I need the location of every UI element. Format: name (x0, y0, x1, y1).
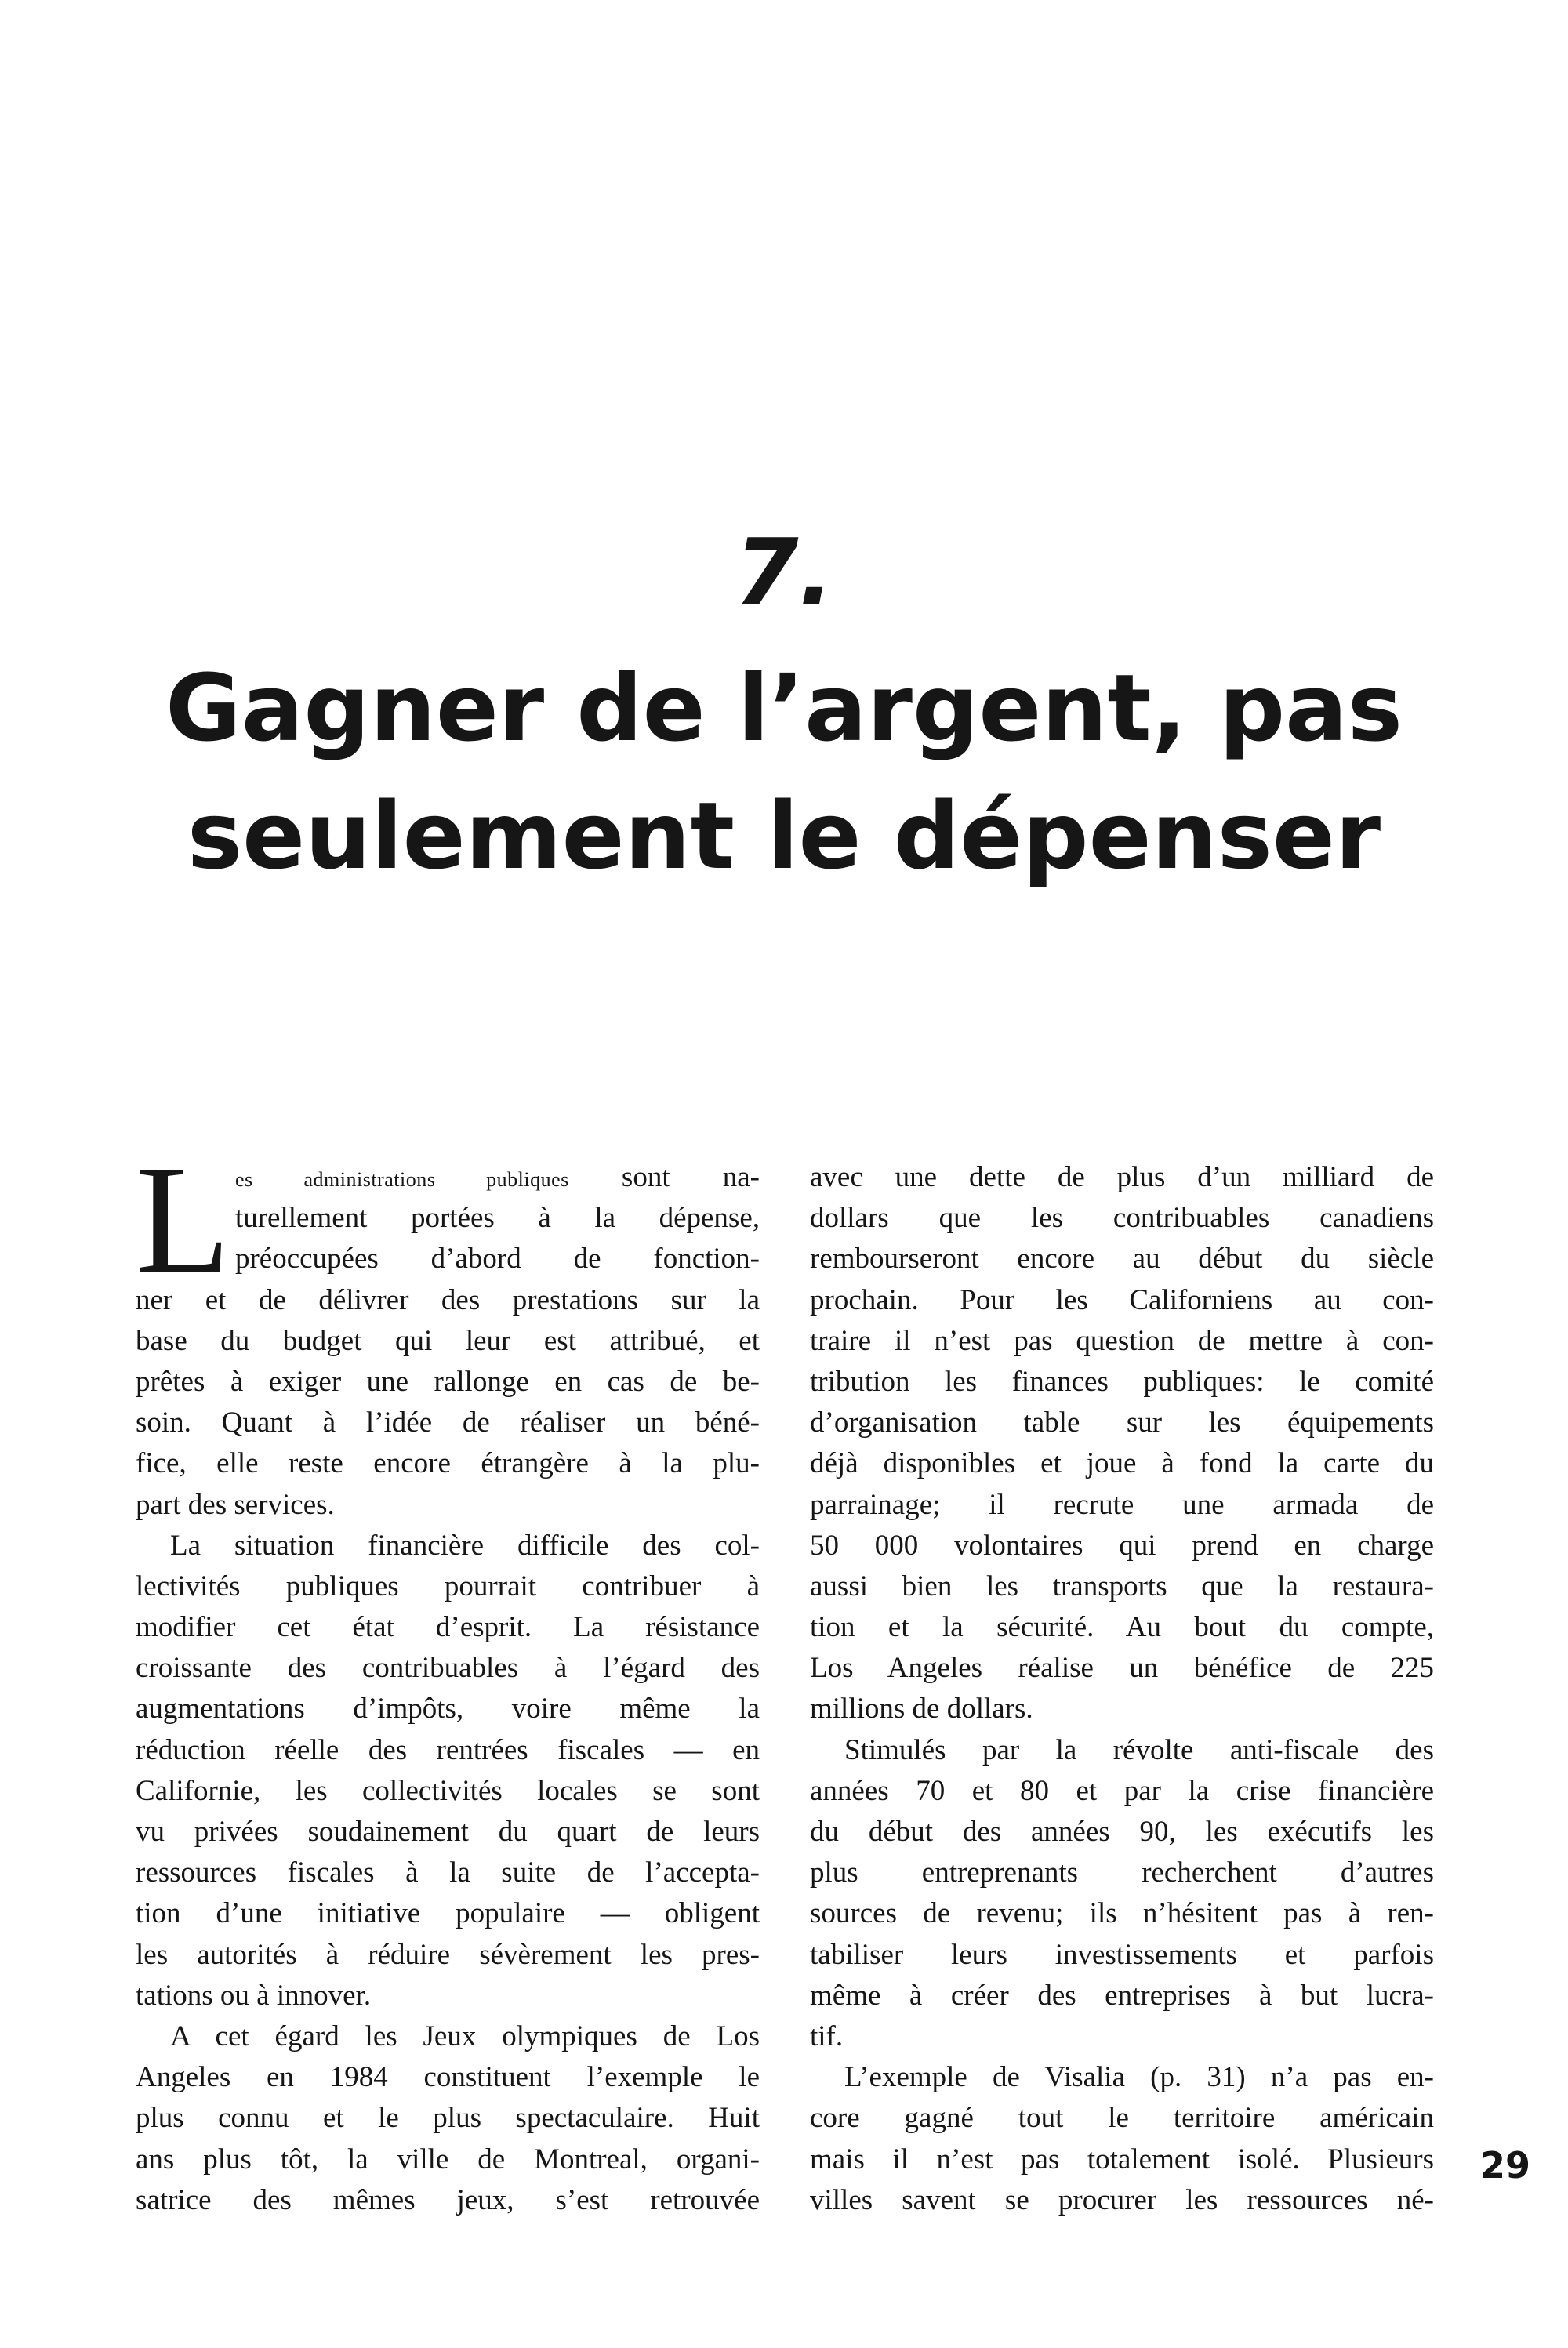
paragraph-line: aussi bien les transports que la restaura- (810, 1570, 1434, 1602)
paragraph-line: vu privées soudainement du quart de leurs (136, 1816, 760, 1848)
paragraph-line: plus entreprenants recherchent d’autres (810, 1856, 1434, 1889)
paragraph-line: villes savent se procurer les ressources né- (810, 2183, 1434, 2216)
paragraph-line: sources de revenu; ils n’hésitent pas à ren- (810, 1897, 1434, 1930)
paragraph-line: modifier cet état d’esprit. La résistance (136, 1611, 760, 1644)
paragraph-4 (810, 1157, 1434, 1730)
paragraph-line: Angeles en 1984 constituent l’exemple le (136, 2061, 760, 2094)
page-number: 29 (1480, 2144, 1531, 2187)
paragraph-line: rembourseront encore au début du siècle (810, 1243, 1434, 1276)
paragraph-line: tations ou à innover. (136, 1979, 372, 2012)
paragraph-line: prochain. Pour les Californiens au con- (810, 1283, 1434, 1316)
paragraph-line: années 70 et 80 et par la crise financière (810, 1774, 1434, 1807)
paragraph-line: satrice des mêmes jeux, s’est retrouvée (136, 2183, 760, 2216)
paragraph-line: turellement portées à la dépense, (234, 1202, 760, 1235)
chapter-title-line-2: seulement le dépenser (187, 782, 1381, 890)
paragraph-line: préoccupées d’abord de fonction- (234, 1243, 760, 1276)
paragraph-line: tif. (810, 2020, 844, 2052)
paragraph-line: dollars que les contribuables canadiens (810, 1202, 1434, 1235)
chapter-title-line-1: Gagner de l’argent, pas (165, 654, 1403, 762)
paragraph-1 (136, 1134, 760, 1526)
paragraph-2 (136, 1526, 760, 2016)
paragraph-line: La situation financière difficile des col- (170, 1529, 760, 1562)
paragraph-line: Los Angeles réalise un bénéfice de 225 (810, 1652, 1434, 1685)
paragraph-line: déjà disponibles et joue à fond la carte du (810, 1447, 1434, 1480)
left-column (136, 1134, 760, 2221)
chapter-title (0, 644, 1568, 900)
paragraph-line: base du budget qui leur est attribué, et (136, 1324, 760, 1357)
paragraph-line: augmentations d’impôts, voire même la (136, 1693, 760, 1726)
paragraph-line: ner et de délivrer des prestations sur la (136, 1283, 760, 1316)
paragraph-line: traire il n’est pas question de mettre à con- (810, 1324, 1434, 1357)
paragraph-line: soin. Quant à l’idée de réaliser un béné- (136, 1406, 760, 1439)
paragraph-line: même à créer des entreprises à but lucra- (810, 1979, 1434, 2012)
paragraph-6 (810, 2057, 1434, 2221)
paragraph-line: les autorités à réduire sévèrement les pres- (136, 1938, 760, 1971)
paragraph-line: croissante des contribuables à l’égard des (136, 1652, 760, 1685)
drop-cap: L (136, 1134, 230, 1305)
paragraph-line: millions de dollars. (810, 1693, 1033, 1726)
paragraph-line: ans plus tôt, la ville de Montreal, organi- (136, 2143, 760, 2176)
paragraph-line: tabiliser leurs investissements et parfois (810, 1938, 1434, 1971)
paragraph-line-text: sont na- (568, 1161, 760, 1193)
paragraph-line: tion et la sécurité. Au bout du compte, (810, 1611, 1434, 1644)
paragraph-line: core gagné tout le territoire américain (810, 2102, 1434, 2135)
paragraph-line: plus connu et le plus spectaculaire. Huit (136, 2102, 760, 2135)
paragraph-line: Californie, les collectivités locales se sont (136, 1774, 760, 1807)
paragraph-line: 50 000 volontaires qui prend en charge (810, 1529, 1434, 1562)
paragraph-line: L’exemple de Visalia (p. 31) n’a pas en- (844, 2061, 1434, 2094)
paragraph-line: A cet égard les Jeux olympiques de Los (170, 2020, 760, 2052)
paragraph-line: mais il n’est pas totalement isolé. Plusieurs (810, 2143, 1434, 2176)
paragraph-line: avec une dette de plus d’un milliard de (810, 1161, 1434, 1193)
paragraph-3 (136, 2016, 760, 2221)
paragraph-line: Stimulés par la révolte anti-fiscale des (844, 1733, 1434, 1766)
paragraph-line: parrainage; il recrute une armada de (810, 1488, 1434, 1521)
paragraph-line: tribution les finances publiques: le comité (810, 1365, 1434, 1398)
paragraph-line: ressources fiscales à la suite de l’accepta- (136, 1856, 760, 1889)
paragraph-line: d’organisation table sur les équipements (810, 1406, 1434, 1439)
paragraph-line: tion d’une initiative populaire — obligent (136, 1897, 760, 1930)
chapter-number: 7. (734, 518, 834, 626)
paragraph-line: réduction réelle des rentrées fiscales — en (136, 1733, 760, 1766)
paragraph-5 (810, 1730, 1434, 2058)
paragraph-line: fice, elle reste encore étrangère à la plu- (136, 1447, 760, 1480)
right-column (810, 1157, 1434, 2221)
paragraph-line: prêtes à exiger une rallonge en cas de be- (136, 1365, 760, 1398)
paragraph-line: lectivités publiques pourrait contribuer à (136, 1570, 760, 1602)
paragraph-line: du début des années 90, les exécutifs les (810, 1816, 1434, 1848)
lead-smallcaps: es administrations publiques (234, 1168, 569, 1191)
paragraph-line: part des services. (136, 1488, 335, 1521)
